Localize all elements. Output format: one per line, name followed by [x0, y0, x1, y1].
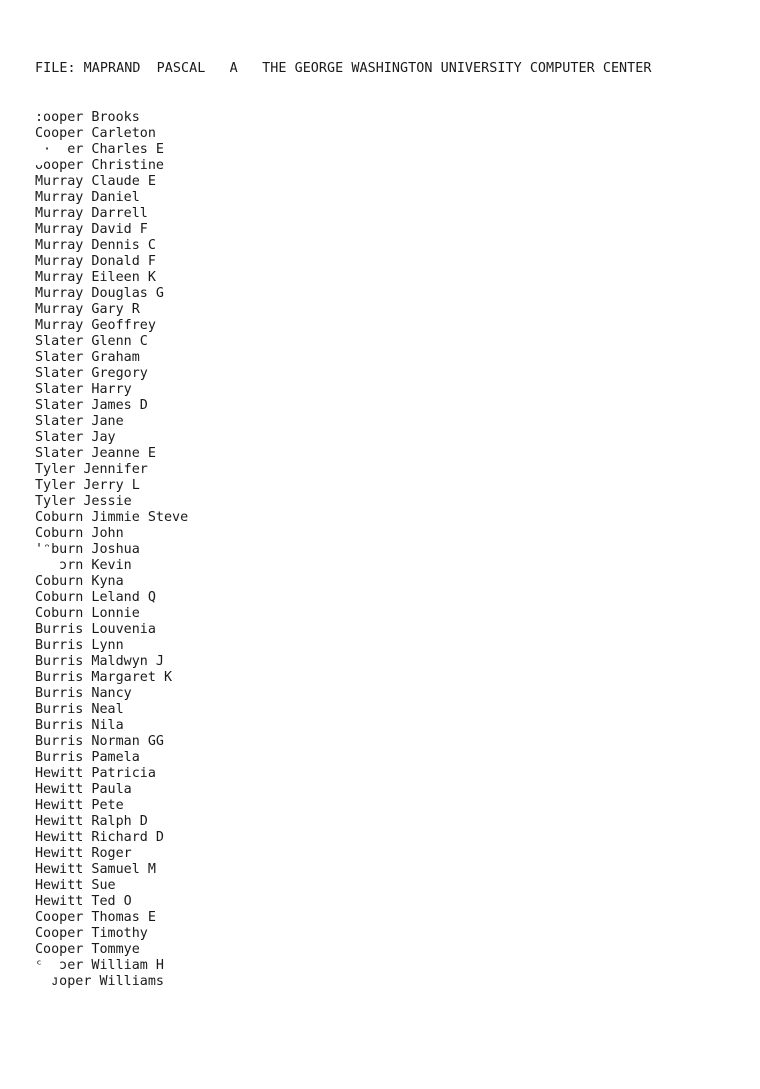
list-item: Murray Eileen K [35, 270, 156, 285]
list-item: Slater James D [35, 398, 148, 413]
list-item: Burris Neal [35, 702, 124, 717]
list-item: Hewitt Roger [35, 846, 132, 861]
list-item: Tyler Jennifer [35, 462, 148, 477]
list-item: Slater Jay [35, 430, 116, 445]
name-list [35, 110, 188, 990]
list-item: Burris Margaret K [35, 670, 173, 685]
list-item: Burris Maldwyn J [35, 654, 164, 669]
list-item: Coburn Lonnie [35, 606, 140, 621]
list-item: Murray David F [35, 222, 148, 237]
list-item: ᴗooper Christine [35, 158, 164, 173]
list-item: Hewitt Patricia [35, 766, 156, 781]
list-item: 'ᵔburn Joshua [35, 542, 140, 557]
list-item: Coburn Leland Q [35, 590, 156, 605]
list-item: Burris Nancy [35, 686, 132, 701]
list-item: · er Charles E [35, 142, 164, 157]
file-header: FILE: MAPRAND PASCAL A THE GEORGE WASHINGTON UNIVERSITY COMPUTER CENTER [35, 61, 652, 76]
list-item: Murray Geoffrey [35, 318, 156, 333]
list-item: Coburn Kyna [35, 574, 124, 589]
list-item: Cooper Carleton [35, 126, 156, 141]
list-item: Coburn Jimmie Steve [35, 510, 189, 525]
list-item: Burris Norman GG [35, 734, 164, 749]
list-item: ᶜ ɔer William H [35, 958, 164, 973]
list-item: Hewitt Sue [35, 878, 116, 893]
list-item: Cooper Timothy [35, 926, 148, 941]
list-item: Coburn John [35, 526, 124, 541]
list-item: Slater Gregory [35, 366, 148, 381]
list-item: Burris Pamela [35, 750, 140, 765]
list-item: Murray Daniel [35, 190, 140, 205]
list-item: Burris Louvenia [35, 622, 156, 637]
list-item: ᴊoper Williams [35, 974, 164, 989]
list-item: Slater Jeanne E [35, 446, 156, 461]
list-item: Burris Nila [35, 718, 124, 733]
list-item: Cooper Tommye [35, 942, 140, 957]
list-item: Hewitt Paula [35, 782, 132, 797]
list-item: Hewitt Richard D [35, 830, 164, 845]
list-item: :ooper Brooks [35, 110, 140, 125]
list-item: Murray Douglas G [35, 286, 164, 301]
list-item: Murray Donald F [35, 254, 156, 269]
list-item: Hewitt Pete [35, 798, 124, 813]
list-item: Murray Claude E [35, 174, 156, 189]
list-item: Murray Dennis C [35, 238, 156, 253]
list-item: Hewitt Samuel M [35, 862, 156, 877]
list-item: Murray Gary R [35, 302, 140, 317]
list-item: Slater Jane [35, 414, 124, 429]
list-item: Tyler Jessie [35, 494, 132, 509]
list-item: Murray Darrell [35, 206, 148, 221]
list-item: Burris Lynn [35, 638, 124, 653]
list-item: Cooper Thomas E [35, 910, 156, 925]
list-item: ɔrn Kevin [35, 558, 132, 573]
list-item: Slater Graham [35, 350, 140, 365]
list-item: Tyler Jerry L [35, 478, 140, 493]
list-item: Slater Glenn C [35, 334, 148, 349]
list-item: Hewitt Ralph D [35, 814, 148, 829]
list-item: Slater Harry [35, 382, 132, 397]
list-item: Hewitt Ted O [35, 894, 132, 909]
